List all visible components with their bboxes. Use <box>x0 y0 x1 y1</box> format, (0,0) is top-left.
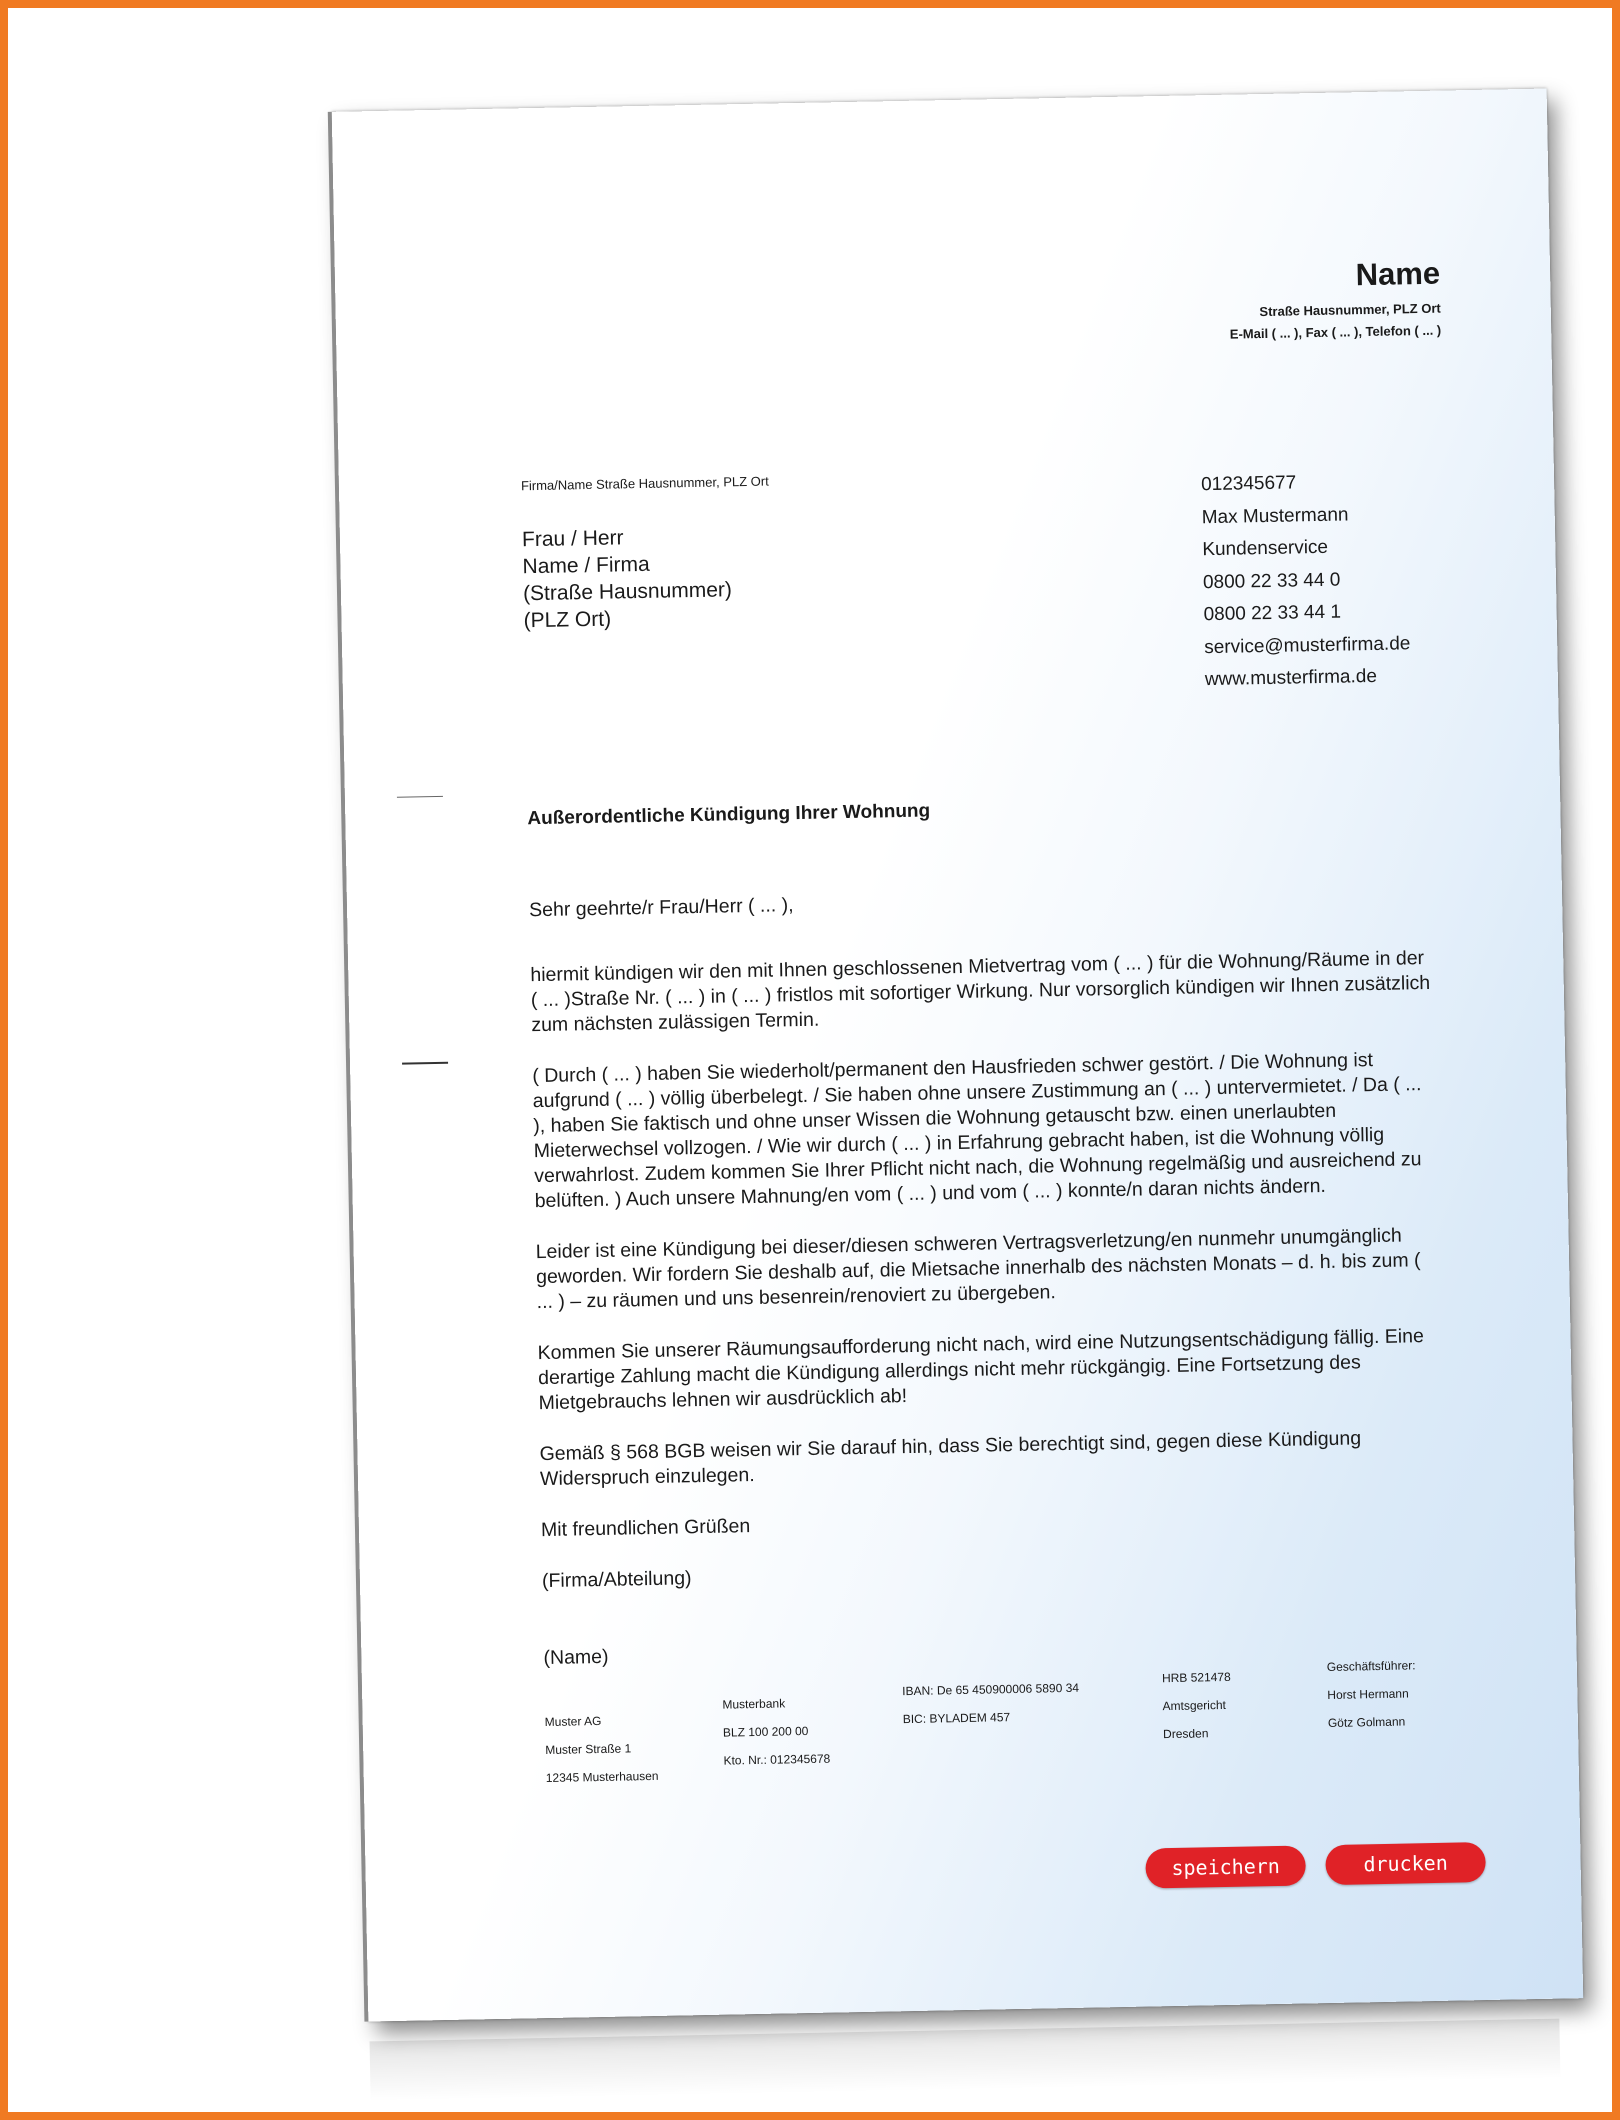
recipient-line: Name / Firma <box>522 552 650 579</box>
letter-page <box>332 89 1583 2022</box>
footer-line: Amtsgericht <box>1162 1697 1227 1714</box>
recipient-line: Frau / Herr <box>521 526 624 552</box>
department: Kundenservice <box>1202 536 1329 561</box>
letter-subject: Außerordentliche Kündigung Ihrer Wohnung <box>527 800 931 830</box>
paragraph: Gemäß § 568 BGB weisen wir Sie darauf hin, dass Sie berechtigt sind, gegen diese Kündigung Widerspruch einzulegen. <box>539 1427 1362 1491</box>
signature-name: (Name) <box>543 1645 609 1670</box>
website: www.musterfirma.de <box>1204 665 1378 691</box>
footer-line: Horst Hermann <box>1327 1686 1409 1703</box>
closing: Mit freundlichen Grüßen <box>540 1515 751 1542</box>
paragraph: Leider ist eine Kündigung bei dieser/diesen schweren Vertragsverletzung/en nunmehr unumgänglich geworden. Wir fordern Sie deshalb auf, die Mietsache innerhalb des nächsten Monats – d. h. bis zum ( ... ) – zu räumen und uns besenrein/renoviert zu übergeben. <box>535 1224 1421 1314</box>
footer-management <box>1327 1651 1417 1737</box>
contact-block <box>1201 465 1412 696</box>
paragraph: Kommen Sie unserer Räumungsaufforderung nicht nach, wird eine Nutzungsentschädigung fällig. Eine derartige Zahlung macht die Kündigung allerdings nicht mehr rückgängig. Eine Fortsetzung des Mietgebrauchs lehnen wir ausdrücklich ab! <box>537 1325 1425 1415</box>
footer-line: Muster AG <box>544 1713 602 1730</box>
footer-iban <box>902 1674 1080 1733</box>
footer-register <box>1162 1663 1232 1748</box>
footer-line: 12345 Musterhausen <box>545 1768 659 1786</box>
footer-line: Muster Straße 1 <box>545 1741 632 1758</box>
salutation: Sehr geehrte/r Frau/Herr ( ... ), <box>528 894 794 922</box>
footer-line: Dresden <box>1162 1726 1209 1742</box>
footer-line: Geschäftsführer: <box>1326 1658 1416 1675</box>
paragraph: hiermit kündigen wir den mit Ihnen geschlossenen Mietvertrag vom ( ... ) für die Wohnung/Räume in der ( ... )Straße Nr. ( ... ) in ( ... ) fristlos mit sofortiger Wirkung. Nur vorsorglich kündigen wir Ihnen zusätzlich zum nächsten zulässigen Termin. <box>530 947 1431 1037</box>
paragraph: ( Durch ( ... ) haben Sie wiederholt/permanent den Hausfrieden schwer gestört. / Die Wohnung ist aufgrund ( ... ) völlig überbelegt. / Sie haben ohne unsere Zustimmung an ( ... ) untervermietet. / Da ( ... ), haben Sie faktisch und ohne unser Wissen die Wohnung getauscht bzw. einen unerlaubten Mieterwechsel vollzogen. / Wie wir durch ( ... ) in Erfahrung gebracht haben, ist die Wohnung völlig verwahrlost. Zudem kommen Sie Ihrer Pflicht nicht nach, die Wohnung regelmäßig und ausreichend zu belüften. ) Auch unsere Mahnung/en vom ( ... ) und vom ( ... ) konnte/n daran nichts ändern. <box>532 1049 1422 1213</box>
contact-person: Max Mustermann <box>1201 503 1349 528</box>
letter-body <box>529 881 1444 1697</box>
return-address: Firma/Name Straße Hausnummer, PLZ Ort <box>520 473 769 494</box>
footer-line: Musterbank <box>722 1696 786 1712</box>
letterhead-name: Name <box>1355 255 1441 293</box>
recipient-line: (PLZ Ort) <box>523 607 612 633</box>
fold-mark <box>397 796 443 798</box>
reference-number: 012345677 <box>1200 472 1297 496</box>
fax-number: 0800 22 33 44 1 <box>1203 601 1342 626</box>
footer-line: BLZ 100 200 00 <box>722 1723 809 1740</box>
punch-mark <box>402 1062 448 1065</box>
footer-line: Kto. Nr.: 012345678 <box>723 1751 831 1768</box>
phone-number: 0800 22 33 44 0 <box>1202 569 1341 593</box>
letterhead-contact: E-Mail ( ... ), Fax ( ... ), Telefon ( ... ) <box>1229 322 1442 342</box>
recipient-address <box>522 522 733 634</box>
print-button[interactable]: drucken <box>1325 1842 1486 1885</box>
email-address: service@musterfirma.de <box>1204 632 1411 658</box>
recipient-line: (Straße Hausnummer) <box>522 578 733 606</box>
footer-line: IBAN: De 65 450900006 5890 34 <box>902 1680 1080 1699</box>
save-button[interactable]: speichern <box>1145 1845 1306 1888</box>
letterhead-address: Straße Hausnummer, PLZ Ort <box>1259 300 1441 320</box>
footer-company <box>544 1706 658 1792</box>
footer-bank <box>722 1689 830 1775</box>
footer-line: Götz Golmann <box>1327 1714 1406 1731</box>
footer-line: HRB 521478 <box>1161 1669 1231 1686</box>
signature-company: (Firma/Abteilung) <box>541 1567 692 1593</box>
footer-line: BIC: BYLADEM 457 <box>902 1710 1011 1727</box>
